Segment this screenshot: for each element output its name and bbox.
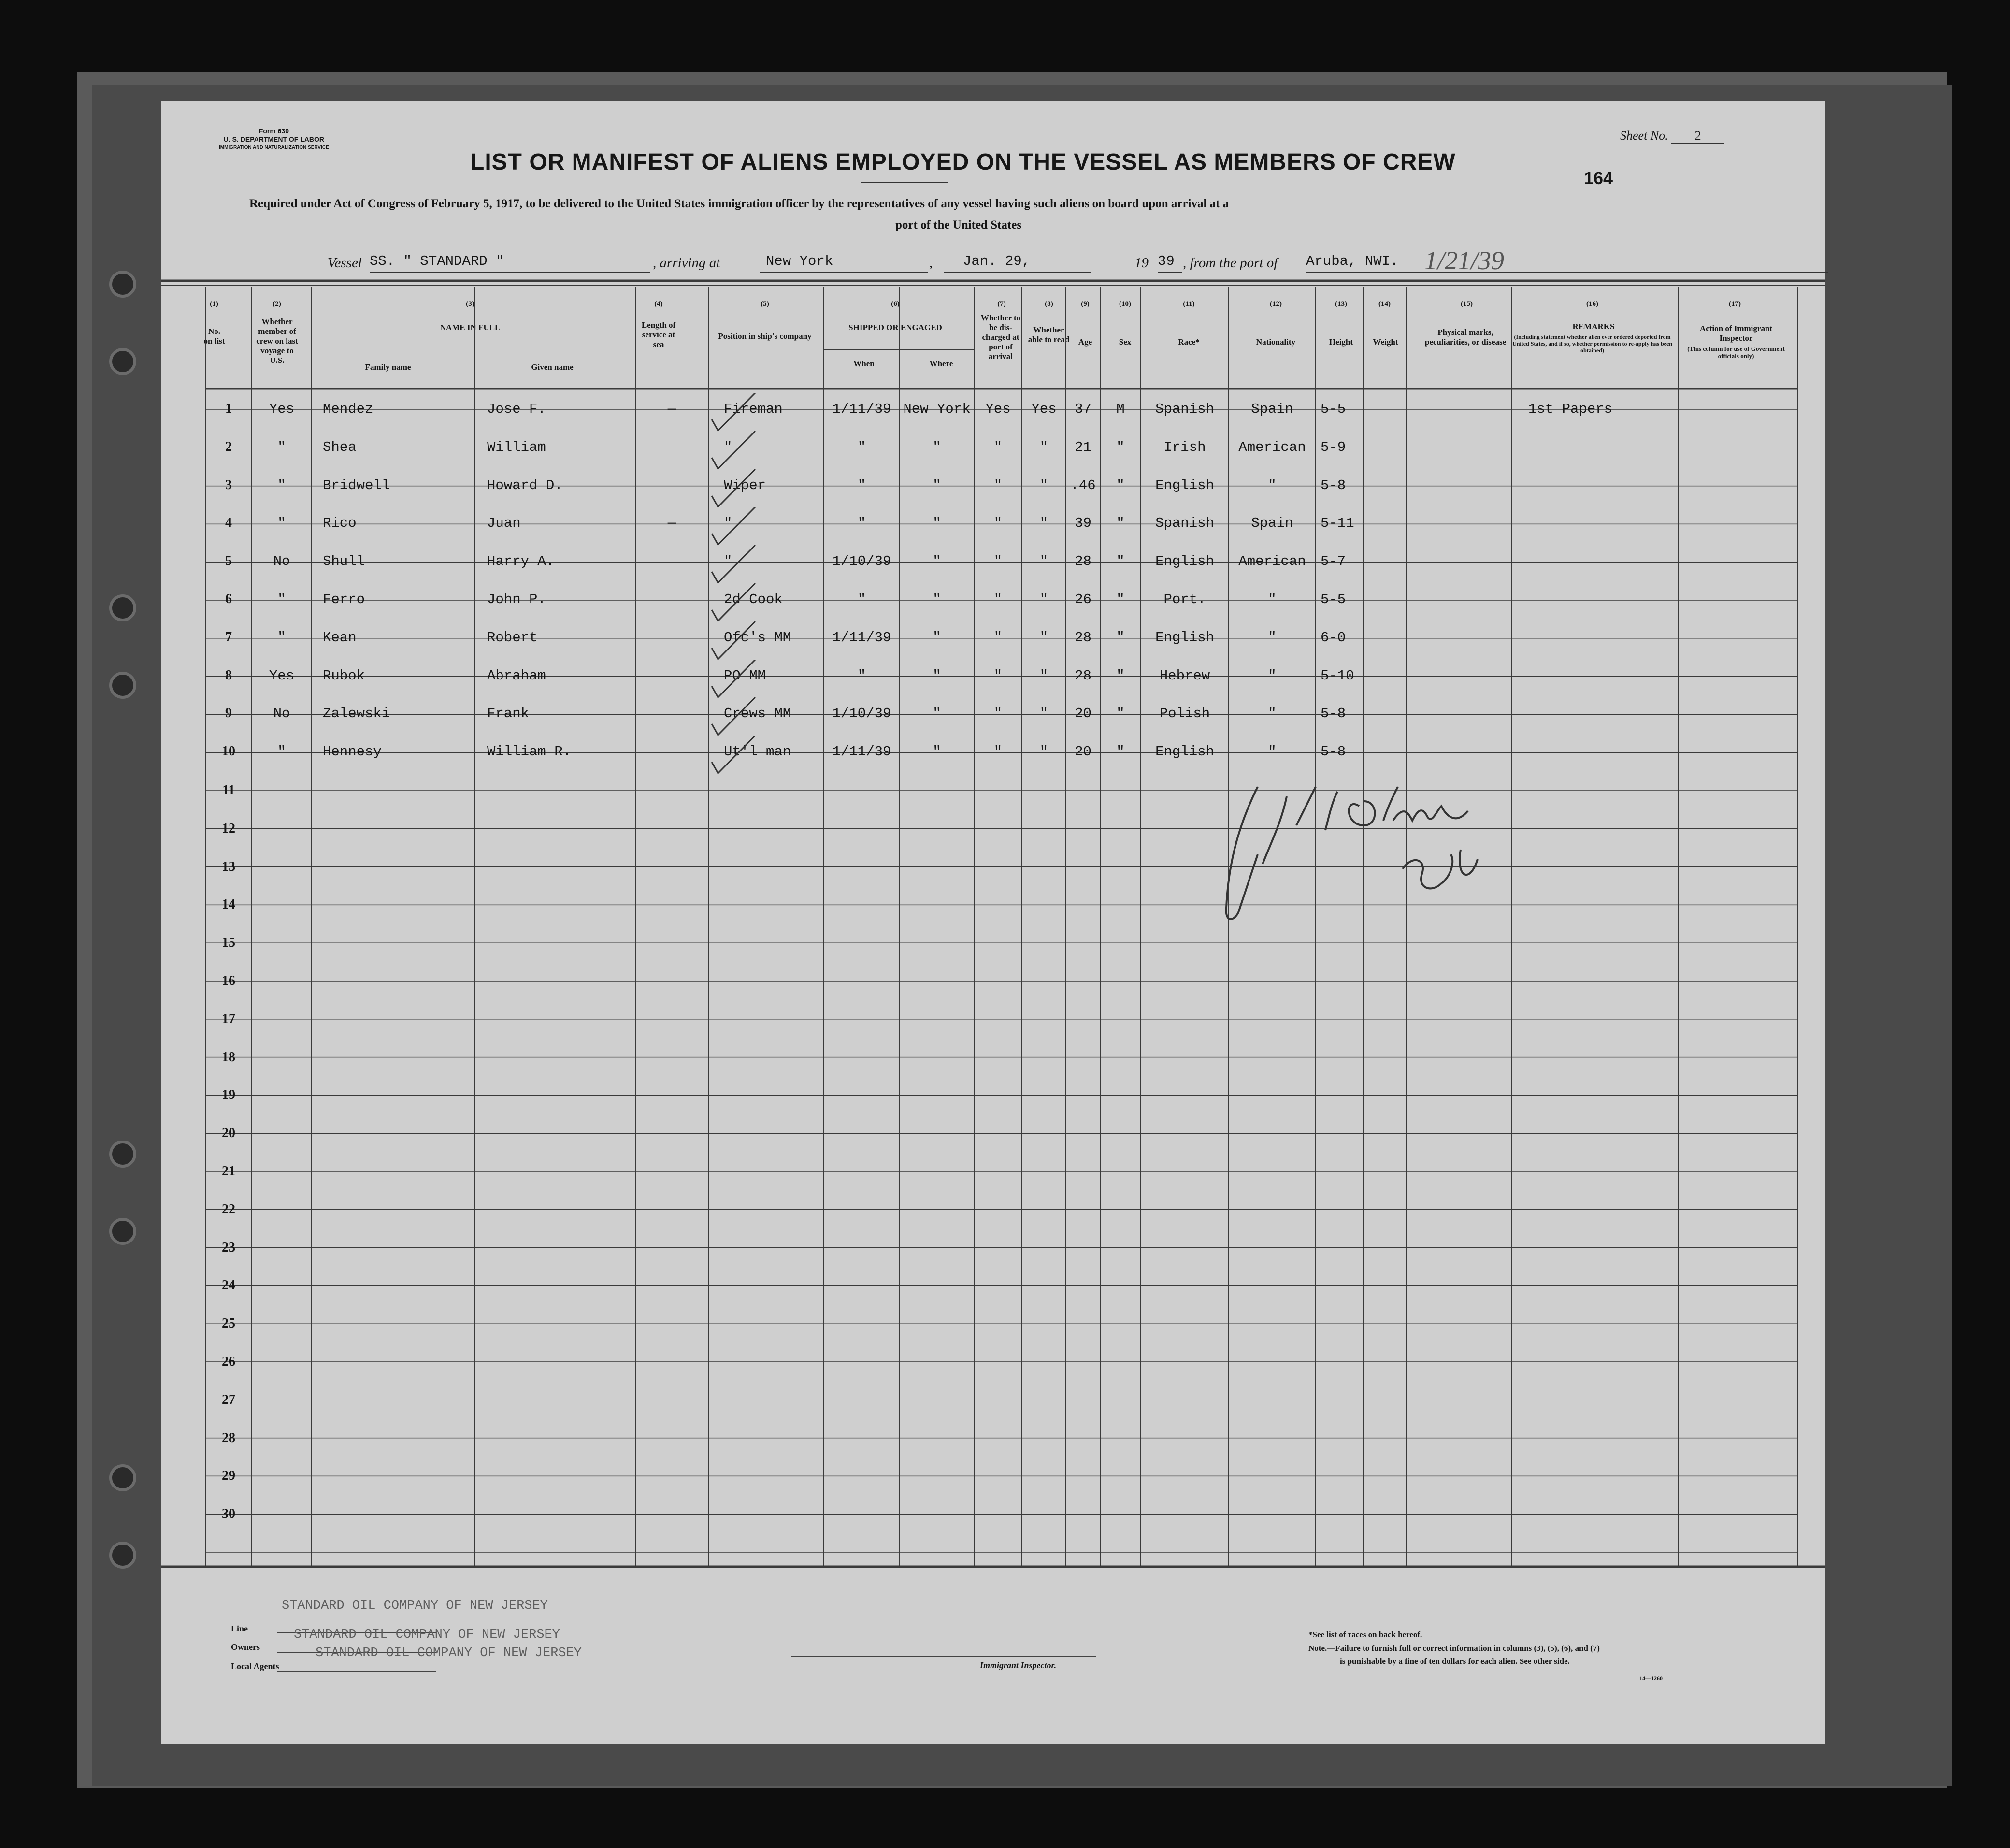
cell-race: English bbox=[1155, 477, 1214, 493]
cell-race: English bbox=[1155, 744, 1214, 760]
col-header-last-voyage: Whether member of crew on last voyage to U.S. bbox=[256, 317, 298, 365]
cell-no: 3 bbox=[225, 477, 232, 492]
cell-discharged: " bbox=[993, 439, 1003, 455]
col-num: (11) bbox=[1183, 300, 1195, 308]
cell-remarks: 1st Papers bbox=[1528, 401, 1613, 417]
requirement-line-1: Required under Act of Congress of February 5, 1917, to be delivered to the United States immigration officer by the representatives of any vessel having such aliens on board upon arrival at a bbox=[249, 197, 1229, 210]
row-number: 28 bbox=[222, 1430, 235, 1445]
col-header-name: NAME IN FULL bbox=[440, 323, 501, 332]
row-number: 12 bbox=[222, 821, 235, 836]
arrival-port: New York bbox=[760, 253, 928, 273]
cell-race: Irish bbox=[1163, 439, 1206, 455]
footer-agents-label: Local Agents bbox=[231, 1661, 279, 1671]
cell-discharged: " bbox=[993, 706, 1003, 722]
cell-last-voyage: " bbox=[277, 515, 286, 532]
col-num: (8) bbox=[1045, 300, 1053, 308]
cell-when: 1/11/39 bbox=[832, 629, 891, 646]
form-line: U. S. DEPARTMENT OF LABOR bbox=[223, 135, 324, 143]
cell-when: " bbox=[857, 592, 866, 607]
col-num: (7) bbox=[997, 300, 1006, 308]
col-num: (6) bbox=[891, 300, 900, 308]
cell-age: 28 bbox=[1075, 553, 1091, 570]
cell-height: 5-5 bbox=[1321, 401, 1346, 417]
binding-hole bbox=[109, 1464, 136, 1491]
cell-read: " bbox=[1039, 515, 1048, 532]
cell-given: Robert bbox=[487, 629, 538, 646]
check-mark-icon bbox=[709, 507, 767, 550]
cell-height: 5-7 bbox=[1321, 553, 1346, 570]
cell-family: Bridwell bbox=[323, 477, 390, 493]
row-number: 15 bbox=[222, 935, 235, 951]
form-code: 14—1260 bbox=[1639, 1675, 1663, 1682]
col-num: (17) bbox=[1729, 300, 1741, 308]
check-mark-icon bbox=[709, 621, 767, 665]
sheet-value: 2 bbox=[1671, 129, 1724, 144]
cell-when: " bbox=[857, 439, 866, 455]
col-num: (14) bbox=[1378, 300, 1391, 308]
cell-last-voyage: No bbox=[273, 706, 290, 722]
cell-age: 28 bbox=[1075, 629, 1091, 646]
cell-discharged: " bbox=[993, 744, 1003, 760]
races-note: *See list of races on back hereof. bbox=[1308, 1630, 1422, 1639]
binding-hole bbox=[109, 1218, 136, 1245]
cell-sex: " bbox=[1116, 439, 1125, 455]
cell-race: English bbox=[1155, 553, 1214, 570]
cell-read: Yes bbox=[1031, 401, 1057, 417]
cell-nationality: American bbox=[1238, 439, 1306, 455]
cell-read: " bbox=[1039, 706, 1048, 722]
cell-family: Shea bbox=[323, 439, 357, 455]
cell-no: 10 bbox=[222, 744, 235, 759]
cell-nationality: Spain bbox=[1251, 401, 1293, 417]
cell-discharged: Yes bbox=[985, 401, 1011, 417]
cell-family: Hennesy bbox=[323, 744, 382, 760]
cell-age: 39 bbox=[1075, 515, 1091, 532]
cell-height: 5-11 bbox=[1321, 515, 1354, 532]
cell-where: " bbox=[933, 629, 941, 646]
cell-last-voyage: Yes bbox=[269, 401, 295, 417]
col-num: (15) bbox=[1461, 300, 1473, 308]
year-suffix: 39 bbox=[1158, 253, 1182, 273]
cell-height: 5-8 bbox=[1321, 744, 1346, 760]
inspector-signature bbox=[1200, 767, 1514, 990]
binding-hole bbox=[109, 348, 136, 375]
cell-race: English bbox=[1155, 629, 1214, 646]
cell-given: Howard D. bbox=[487, 477, 563, 493]
arriving-label: , arriving at bbox=[653, 255, 720, 271]
check-mark-icon bbox=[709, 469, 767, 513]
cell-no: 5 bbox=[225, 553, 232, 569]
binding-hole bbox=[109, 672, 136, 699]
binding-hole bbox=[109, 1141, 136, 1168]
cell-family: Ferro bbox=[323, 592, 365, 607]
cell-when: 1/10/39 bbox=[832, 706, 891, 722]
cell-no: 2 bbox=[225, 439, 232, 454]
col-header-weight: Weight bbox=[1373, 337, 1398, 346]
cell-nationality: " bbox=[1268, 592, 1277, 607]
footer-owners-label: Owners bbox=[231, 1642, 260, 1652]
col-header-discharged: Whether to be dis-charged at port of arrival bbox=[980, 313, 1021, 361]
cell-where: " bbox=[933, 667, 941, 684]
cell-service: — bbox=[667, 401, 676, 417]
row-number: 19 bbox=[222, 1087, 235, 1103]
row-number: 22 bbox=[222, 1201, 235, 1217]
cell-family: Kean bbox=[323, 629, 357, 646]
col-header-position: Position in ship's company bbox=[718, 332, 812, 341]
cell-discharged: " bbox=[993, 477, 1003, 493]
cell-position: 2d Cook bbox=[724, 592, 783, 607]
cell-nationality: " bbox=[1268, 706, 1277, 722]
cell-discharged: " bbox=[993, 515, 1003, 532]
cell-where: " bbox=[933, 515, 941, 532]
requirement-line-2: port of the United States bbox=[895, 218, 1022, 231]
row-number: 30 bbox=[222, 1506, 235, 1522]
vessel-label: Vessel bbox=[328, 255, 362, 271]
cell-when: " bbox=[857, 515, 866, 532]
cell-when: 1/11/39 bbox=[832, 401, 891, 417]
cell-family: Mendez bbox=[323, 401, 373, 417]
cell-age: 28 bbox=[1075, 667, 1091, 684]
cell-where: " bbox=[933, 706, 941, 722]
cell-family: Rubok bbox=[323, 667, 365, 684]
check-mark-icon bbox=[709, 660, 767, 703]
cell-age: 20 bbox=[1075, 744, 1091, 760]
cell-nationality: " bbox=[1268, 629, 1277, 646]
cell-last-voyage: " bbox=[277, 629, 286, 646]
row-number: 26 bbox=[222, 1354, 235, 1369]
cell-discharged: " bbox=[993, 592, 1003, 607]
cell-last-voyage: " bbox=[277, 592, 286, 607]
cell-position: Crews MM bbox=[724, 706, 791, 722]
fine-note: Note.—Failure to furnish full or correct information in columns (3), (5), (6), and (7) bbox=[1308, 1644, 1600, 1653]
cell-given: John P. bbox=[487, 592, 546, 607]
cell-read: " bbox=[1039, 553, 1048, 570]
cell-given: William R. bbox=[487, 744, 572, 760]
row-number: 29 bbox=[222, 1468, 235, 1484]
cell-given: Juan bbox=[487, 515, 521, 532]
from-label: , from the port of bbox=[1183, 255, 1278, 271]
cell-discharged: " bbox=[993, 667, 1003, 684]
cell-position: " bbox=[724, 553, 732, 570]
row-number: 24 bbox=[222, 1278, 235, 1293]
row-number: 27 bbox=[222, 1392, 235, 1407]
cell-where: " bbox=[933, 477, 941, 493]
year-prefix: 19 bbox=[1134, 255, 1149, 271]
col-num: (16) bbox=[1586, 300, 1598, 308]
check-mark-icon bbox=[709, 697, 767, 741]
col-num: (2) bbox=[273, 300, 281, 308]
cell-no: 4 bbox=[225, 515, 232, 531]
col-header-action: Action of Immigrant Inspector bbox=[1699, 324, 1773, 343]
cell-no: 8 bbox=[225, 667, 232, 683]
col-header-no: No. on list bbox=[203, 327, 225, 346]
check-mark-icon bbox=[709, 583, 767, 627]
cell-height: 6-0 bbox=[1321, 629, 1346, 646]
col-num: (4) bbox=[654, 300, 663, 308]
inspector-label: Immigrant Inspector. bbox=[980, 1660, 1057, 1670]
col-num: (10) bbox=[1119, 300, 1131, 308]
cell-given: Jose F. bbox=[487, 401, 546, 417]
cell-last-voyage: " bbox=[277, 439, 286, 455]
cell-read: " bbox=[1039, 629, 1048, 646]
col-header-age: Age bbox=[1078, 337, 1092, 346]
company-stamp: STANDARD OIL COMPANY OF NEW JERSEY bbox=[294, 1628, 560, 1642]
col-header-read: Whether able to read bbox=[1028, 325, 1070, 344]
cell-position: " bbox=[724, 439, 732, 455]
row-number: 25 bbox=[222, 1316, 235, 1331]
cell-read: " bbox=[1039, 439, 1048, 455]
company-stamp: STANDARD OIL COMPANY OF NEW JERSEY bbox=[282, 1599, 548, 1613]
cell-no: 9 bbox=[225, 706, 232, 721]
page-title: LIST OR MANIFEST OF ALIENS EMPLOYED ON THE VESSEL AS MEMBERS OF CREW bbox=[470, 149, 1456, 175]
col-header-action-note: (This column for use of Government officials only) bbox=[1687, 345, 1785, 360]
cell-read: " bbox=[1039, 592, 1048, 607]
cell-no: 6 bbox=[225, 592, 232, 606]
cell-given: Frank bbox=[487, 706, 530, 722]
page-number: 164 bbox=[1584, 168, 1613, 188]
cell-sex: " bbox=[1116, 744, 1125, 760]
cell-when: " bbox=[857, 667, 866, 684]
col-header-family: Family name bbox=[365, 362, 411, 372]
col-num: (13) bbox=[1335, 300, 1347, 308]
check-mark-icon bbox=[709, 393, 767, 436]
cell-discharged: " bbox=[993, 553, 1003, 570]
cell-family: Shull bbox=[323, 553, 365, 570]
cell-race: Polish bbox=[1159, 706, 1210, 722]
col-num: (5) bbox=[761, 300, 769, 308]
check-mark-icon bbox=[709, 431, 767, 475]
cell-age: 26 bbox=[1075, 592, 1091, 607]
cell-when: " bbox=[857, 477, 866, 493]
cell-race: Spanish bbox=[1155, 515, 1214, 532]
binding-hole bbox=[109, 271, 136, 298]
col-header-sex: Sex bbox=[1119, 337, 1132, 346]
cell-height: 5-8 bbox=[1321, 706, 1346, 722]
sheet-label: Sheet No. bbox=[1620, 129, 1668, 143]
cell-position: Ut'l man bbox=[724, 744, 791, 760]
cell-read: " bbox=[1039, 477, 1048, 493]
cell-sex: " bbox=[1116, 629, 1125, 646]
cell-given: Harry A. bbox=[487, 553, 555, 570]
form-line: Form 630 bbox=[258, 127, 289, 135]
cell-service: — bbox=[667, 515, 676, 532]
cell-height: 5-5 bbox=[1321, 592, 1346, 607]
row-number: 11 bbox=[222, 783, 235, 798]
cell-position: Ofc's MM bbox=[724, 629, 791, 646]
departure-port: Aruba, NWI. bbox=[1306, 253, 1828, 273]
footer-line-label: Line bbox=[231, 1624, 248, 1633]
cell-when: 1/11/39 bbox=[832, 744, 891, 760]
cell-nationality: " bbox=[1268, 744, 1277, 760]
cell-race: Spanish bbox=[1155, 401, 1214, 417]
col-num: (9) bbox=[1081, 300, 1090, 308]
col-header-given: Given name bbox=[531, 362, 574, 372]
cell-sex: M bbox=[1116, 401, 1125, 417]
row-number: 16 bbox=[222, 973, 235, 988]
cell-nationality: " bbox=[1268, 667, 1277, 684]
col-header-when: When bbox=[853, 359, 875, 368]
cell-read: " bbox=[1039, 667, 1048, 684]
col-num: (12) bbox=[1270, 300, 1282, 308]
cell-sex: " bbox=[1116, 515, 1125, 532]
arrival-date: Jan. 29, bbox=[944, 253, 1091, 273]
comma-separator: , bbox=[929, 255, 933, 271]
grid-lines bbox=[161, 101, 1825, 1744]
col-header-remarks-note: (Including statement whether alien ever ordered deported from United States, and if so, whether permission to re-apply has been obtained) bbox=[1512, 333, 1672, 354]
cell-nationality: American bbox=[1238, 553, 1306, 570]
cell-last-voyage: " bbox=[277, 477, 286, 493]
cell-given: William bbox=[487, 439, 546, 455]
cell-where: " bbox=[933, 553, 941, 570]
check-mark-icon bbox=[709, 545, 767, 589]
cell-where: New York bbox=[903, 401, 971, 417]
col-header-height: Height bbox=[1329, 337, 1353, 346]
cell-nationality: Spain bbox=[1251, 515, 1293, 532]
company-stamp: STANDARD OIL COMPANY OF NEW JERSEY bbox=[316, 1646, 582, 1660]
cell-race: Hebrew bbox=[1159, 667, 1210, 684]
cell-given: Abraham bbox=[487, 667, 546, 684]
cell-position: PO MM bbox=[724, 667, 766, 684]
footer-rule bbox=[277, 1671, 436, 1672]
check-mark-icon bbox=[709, 736, 767, 779]
vessel-name: SS. " STANDARD " bbox=[370, 253, 650, 273]
cell-race: Port. bbox=[1163, 592, 1206, 607]
cell-height: 5-9 bbox=[1321, 439, 1346, 455]
cell-position: Fireman bbox=[724, 401, 783, 417]
binding-hole bbox=[109, 594, 136, 621]
cell-when: 1/10/39 bbox=[832, 553, 891, 570]
cell-age: 21 bbox=[1075, 439, 1091, 455]
cell-family: Zalewski bbox=[323, 706, 390, 722]
handwritten-date: 1/21/39 bbox=[1424, 246, 1505, 275]
cell-height: 5-8 bbox=[1321, 477, 1346, 493]
col-num: (1) bbox=[210, 300, 218, 308]
cell-sex: " bbox=[1116, 553, 1125, 570]
cell-last-voyage: Yes bbox=[269, 667, 295, 684]
col-header-service: Length of service at sea bbox=[641, 320, 676, 349]
cell-height: 5-10 bbox=[1321, 667, 1354, 684]
cell-where: " bbox=[933, 744, 941, 760]
cell-position: Wiper bbox=[724, 477, 766, 493]
cell-no: 1 bbox=[225, 401, 232, 416]
row-number: 14 bbox=[222, 897, 235, 912]
binding-hole bbox=[109, 1542, 136, 1569]
col-header-shipped: SHIPPED OR ENGAGED bbox=[848, 323, 942, 332]
cell-family: Rico bbox=[323, 515, 357, 532]
row-number: 20 bbox=[222, 1126, 235, 1141]
col-num: (3) bbox=[466, 300, 474, 308]
col-header-where: Where bbox=[929, 359, 953, 368]
cell-position: " bbox=[724, 515, 732, 532]
cell-read: " bbox=[1039, 744, 1048, 760]
col-header-nationality: Nationality bbox=[1256, 337, 1296, 346]
cell-discharged: " bbox=[993, 629, 1003, 646]
col-header-remarks: REMARKS bbox=[1572, 322, 1615, 331]
col-header-marks: Physical marks, peculiarities, or disease bbox=[1424, 328, 1507, 346]
cell-age: 37 bbox=[1075, 401, 1091, 417]
row-number: 18 bbox=[222, 1049, 235, 1065]
cell-sex: " bbox=[1116, 592, 1125, 607]
cell-sex: " bbox=[1116, 706, 1125, 722]
cell-last-voyage: No bbox=[273, 553, 290, 570]
cell-age: 20 bbox=[1075, 706, 1091, 722]
form-line: IMMIGRATION AND NATURALIZATION SERVICE bbox=[219, 145, 329, 150]
row-number: 13 bbox=[222, 859, 235, 874]
col-header-race: Race* bbox=[1178, 337, 1200, 346]
row-number: 17 bbox=[222, 1011, 235, 1026]
cell-where: " bbox=[933, 592, 941, 607]
cell-sex: " bbox=[1116, 477, 1125, 493]
row-number: 21 bbox=[222, 1164, 235, 1179]
cell-where: " bbox=[933, 439, 941, 455]
fine-note-cont: is punishable by a fine of ten dollars for each alien. See other side. bbox=[1340, 1657, 1570, 1666]
cell-last-voyage: " bbox=[277, 744, 286, 760]
row-number: 23 bbox=[222, 1240, 235, 1255]
cell-age: .46 bbox=[1070, 477, 1096, 493]
cell-nationality: " bbox=[1268, 477, 1277, 493]
cell-no: 7 bbox=[225, 629, 232, 645]
manifest-sheet bbox=[161, 101, 1825, 1744]
inspector-rule bbox=[791, 1656, 1096, 1657]
cell-sex: " bbox=[1116, 667, 1125, 684]
